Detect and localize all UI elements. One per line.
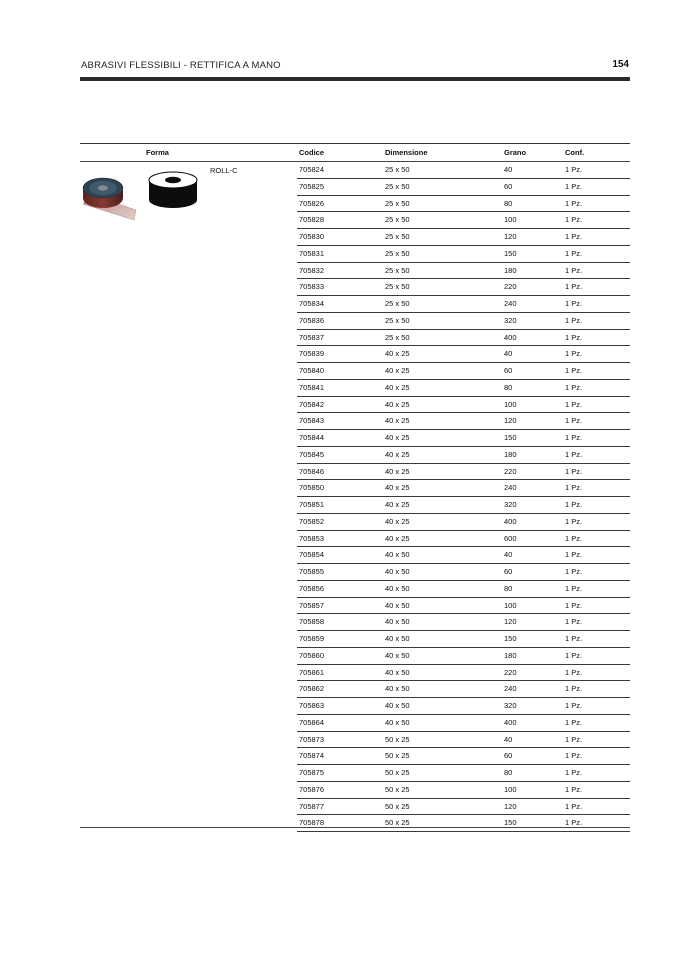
dimension: 40 x 25: [385, 449, 410, 459]
column-header-dimensione: Dimensione: [385, 148, 428, 157]
header-rule: [80, 77, 630, 81]
dimension: 25 x 50: [385, 215, 410, 225]
pack-quantity: 1 Pz.: [565, 299, 583, 308]
column-header-forma: Forma: [146, 148, 169, 157]
dimension: 40 x 50: [385, 550, 410, 560]
grit: 40: [504, 349, 513, 359]
table-row: [297, 665, 630, 682]
table-row: [297, 346, 630, 363]
product-code: 705861: [299, 667, 325, 677]
table-row: [297, 497, 630, 514]
dimension: 25 x 50: [385, 181, 410, 191]
pack-quantity: 1 Pz.: [565, 533, 583, 543]
dimension: 25 x 50: [385, 248, 410, 258]
dimension: 40 x 50: [385, 717, 410, 727]
grit: 240: [504, 299, 517, 308]
pack-quantity: 1 Pz.: [565, 483, 583, 493]
table-row: [297, 380, 630, 397]
roll-product-image: [81, 164, 205, 226]
pack-quantity: 1 Pz.: [565, 516, 583, 526]
page-number: 154: [612, 59, 629, 70]
pack-quantity: 1 Pz.: [565, 500, 583, 509]
product-code: 705832: [299, 265, 325, 275]
dimension: 25 x 50: [385, 332, 410, 342]
product-code: 705864: [299, 717, 325, 727]
column-header-conf: Conf.: [565, 148, 585, 157]
table-row: [297, 196, 630, 213]
column-header-codice: Codice: [299, 148, 325, 157]
dimension: 50 x 25: [385, 734, 410, 744]
pack-quantity: 1 Pz.: [565, 583, 583, 593]
grit: 180: [504, 650, 517, 660]
pack-quantity: 1 Pz.: [565, 265, 583, 275]
dimension: 50 x 25: [385, 768, 410, 777]
table-row: [297, 681, 630, 698]
pack-quantity: 1 Pz.: [565, 315, 583, 325]
pack-quantity: 1 Pz.: [565, 784, 583, 794]
dimension: 40 x 25: [385, 416, 410, 426]
pack-quantity: 1 Pz.: [565, 634, 583, 643]
table-row: [297, 631, 630, 648]
product-code: 705845: [299, 449, 325, 459]
product-code: 705876: [299, 784, 325, 794]
product-code: 705862: [299, 684, 325, 694]
product-code: 705878: [299, 818, 325, 828]
table-row: [297, 765, 630, 782]
dimension: 25 x 50: [385, 315, 410, 325]
dimension: 40 x 50: [385, 634, 410, 643]
product-code: 705833: [299, 282, 325, 292]
grit: 220: [504, 667, 517, 677]
grit: 100: [504, 784, 517, 794]
grit: 400: [504, 516, 517, 526]
table-row: [297, 514, 630, 531]
pack-quantity: 1 Pz.: [565, 282, 583, 292]
dimension: 50 x 25: [385, 784, 410, 794]
product-code: 705857: [299, 600, 325, 610]
pack-quantity: 1 Pz.: [565, 650, 583, 660]
pack-quantity: 1 Pz.: [565, 466, 583, 476]
pack-quantity: 1 Pz.: [565, 198, 583, 208]
product-code: 705834: [299, 299, 325, 308]
table-row: [297, 179, 630, 196]
grit: 80: [504, 583, 513, 593]
grit: 60: [504, 366, 513, 375]
grit: 120: [504, 232, 517, 241]
dimension: 50 x 25: [385, 751, 410, 761]
pack-quantity: 1 Pz.: [565, 567, 583, 576]
product-code: 705877: [299, 801, 325, 811]
dimension: 40 x 25: [385, 382, 410, 392]
table-row: [297, 330, 630, 347]
product-code: 705863: [299, 701, 325, 710]
product-code: 705840: [299, 366, 325, 375]
table-row: [297, 162, 630, 179]
pack-quantity: 1 Pz.: [565, 617, 583, 627]
grit: 600: [504, 533, 517, 543]
product-code: 705851: [299, 500, 325, 509]
grit: 240: [504, 483, 517, 493]
dimension: 40 x 50: [385, 667, 410, 677]
table-row: [297, 464, 630, 481]
grit: 100: [504, 399, 517, 409]
pack-quantity: 1 Pz.: [565, 332, 583, 342]
table-row: [297, 246, 630, 263]
pack-quantity: 1 Pz.: [565, 349, 583, 359]
grit: 80: [504, 198, 513, 208]
dimension: 50 x 25: [385, 801, 410, 811]
grit: 240: [504, 684, 517, 694]
forma-label: ROLL-C: [210, 166, 238, 175]
pack-quantity: 1 Pz.: [565, 684, 583, 694]
dimension: 40 x 25: [385, 500, 410, 509]
table-row: [297, 296, 630, 313]
dimension: 40 x 25: [385, 516, 410, 526]
grit: 400: [504, 332, 517, 342]
grit: 120: [504, 617, 517, 627]
table-row: [297, 397, 630, 414]
product-code: 705842: [299, 399, 325, 409]
dimension: 25 x 50: [385, 282, 410, 292]
grit: 150: [504, 818, 517, 828]
grit: 60: [504, 751, 513, 761]
product-code: 705875: [299, 768, 325, 777]
product-code: 705830: [299, 232, 325, 241]
table-row: [297, 229, 630, 246]
grit: 120: [504, 801, 517, 811]
product-code: 705843: [299, 416, 325, 426]
pack-quantity: 1 Pz.: [565, 433, 583, 442]
grit: 400: [504, 717, 517, 727]
grit: 320: [504, 315, 517, 325]
product-code: 705846: [299, 466, 325, 476]
table-row: [297, 748, 630, 765]
dimension: 40 x 25: [385, 399, 410, 409]
grit: 120: [504, 416, 517, 426]
table-row: [297, 447, 630, 464]
table-row: [297, 564, 630, 581]
product-code: 705854: [299, 550, 325, 560]
dimension: 40 x 50: [385, 650, 410, 660]
table-row: [297, 480, 630, 497]
pack-quantity: 1 Pz.: [565, 382, 583, 392]
pack-quantity: 1 Pz.: [565, 751, 583, 761]
dimension: 40 x 25: [385, 466, 410, 476]
product-code: 705874: [299, 751, 325, 761]
dimension: 40 x 25: [385, 533, 410, 543]
product-code: 705824: [299, 165, 325, 174]
dimension: 25 x 50: [385, 232, 410, 241]
pack-quantity: 1 Pz.: [565, 366, 583, 375]
pack-quantity: 1 Pz.: [565, 600, 583, 610]
grit: 220: [504, 282, 517, 292]
product-code: 705853: [299, 533, 325, 543]
table-row: [297, 547, 630, 564]
dimension: 40 x 25: [385, 483, 410, 493]
grit: 40: [504, 165, 513, 174]
table-row: [297, 212, 630, 229]
grit: 180: [504, 449, 517, 459]
pack-quantity: 1 Pz.: [565, 701, 583, 710]
table-row: [297, 732, 630, 749]
grit: 80: [504, 768, 513, 777]
pack-quantity: 1 Pz.: [565, 232, 583, 241]
header-title: ABRASIVI FLESSIBILI - RETTIFICA A MANO: [81, 60, 281, 71]
dimension: 25 x 50: [385, 165, 410, 174]
grit: 150: [504, 248, 517, 258]
dimension: 40 x 25: [385, 349, 410, 359]
grit: 220: [504, 466, 517, 476]
product-code: 705873: [299, 734, 325, 744]
grit: 100: [504, 215, 517, 225]
pack-quantity: 1 Pz.: [565, 399, 583, 409]
table-row: [297, 363, 630, 380]
table-row: [297, 581, 630, 598]
product-code: 705858: [299, 617, 325, 627]
grit: 320: [504, 500, 517, 509]
product-code: 705839: [299, 349, 325, 359]
table-row: [297, 598, 630, 615]
pack-quantity: 1 Pz.: [565, 181, 583, 191]
grit: 150: [504, 433, 517, 442]
dimension: 25 x 50: [385, 299, 410, 308]
grit: 320: [504, 701, 517, 710]
product-table-rows: [297, 162, 630, 832]
product-code: 705826: [299, 198, 325, 208]
grit: 100: [504, 600, 517, 610]
grit: 40: [504, 734, 513, 744]
product-code: 705859: [299, 634, 325, 643]
column-header-grano: Grano: [504, 148, 527, 157]
table-row: [297, 263, 630, 280]
grit: 40: [504, 550, 513, 560]
dimension: 50 x 25: [385, 818, 410, 828]
table-row: [297, 531, 630, 548]
table-row: [297, 648, 630, 665]
table-row: [297, 715, 630, 732]
pack-quantity: 1 Pz.: [565, 801, 583, 811]
table-top-rule: [80, 143, 630, 144]
table-row: [297, 782, 630, 799]
pack-quantity: 1 Pz.: [565, 734, 583, 744]
dimension: 25 x 50: [385, 198, 410, 208]
pack-quantity: 1 Pz.: [565, 717, 583, 727]
product-code: 705856: [299, 583, 325, 593]
product-code: 705841: [299, 382, 325, 392]
product-code: 705850: [299, 483, 325, 493]
grit: 60: [504, 567, 513, 576]
product-code: 705836: [299, 315, 325, 325]
pack-quantity: 1 Pz.: [565, 215, 583, 225]
pack-quantity: 1 Pz.: [565, 550, 583, 560]
table-row: [297, 815, 630, 832]
product-code: 705855: [299, 567, 325, 576]
product-code: 705837: [299, 332, 325, 342]
pack-quantity: 1 Pz.: [565, 818, 583, 828]
table-row: [297, 698, 630, 715]
pack-quantity: 1 Pz.: [565, 667, 583, 677]
pack-quantity: 1 Pz.: [565, 449, 583, 459]
product-code: 705828: [299, 215, 325, 225]
table-row: [297, 614, 630, 631]
grit: 180: [504, 265, 517, 275]
product-code: 705860: [299, 650, 325, 660]
pack-quantity: 1 Pz.: [565, 165, 583, 174]
pack-quantity: 1 Pz.: [565, 416, 583, 426]
product-code: 705844: [299, 433, 325, 442]
dimension: 25 x 50: [385, 265, 410, 275]
table-row: [297, 313, 630, 330]
product-code: 705825: [299, 181, 325, 191]
dimension: 40 x 50: [385, 684, 410, 694]
dimension: 40 x 50: [385, 617, 410, 627]
grit: 80: [504, 382, 513, 392]
table-row: [297, 279, 630, 296]
product-code: 705831: [299, 248, 325, 258]
product-code: 705852: [299, 516, 325, 526]
dimension: 40 x 25: [385, 366, 410, 375]
table-row: [297, 799, 630, 816]
table-row: [297, 430, 630, 447]
dimension: 40 x 50: [385, 567, 410, 576]
table-bottom-rule: [80, 827, 630, 828]
table-row: [297, 413, 630, 430]
dimension: 40 x 50: [385, 701, 410, 710]
pack-quantity: 1 Pz.: [565, 768, 583, 777]
grit: 150: [504, 634, 517, 643]
grit: 60: [504, 181, 513, 191]
pack-quantity: 1 Pz.: [565, 248, 583, 258]
dimension: 40 x 50: [385, 600, 410, 610]
dimension: 40 x 25: [385, 433, 410, 442]
dimension: 40 x 50: [385, 583, 410, 593]
